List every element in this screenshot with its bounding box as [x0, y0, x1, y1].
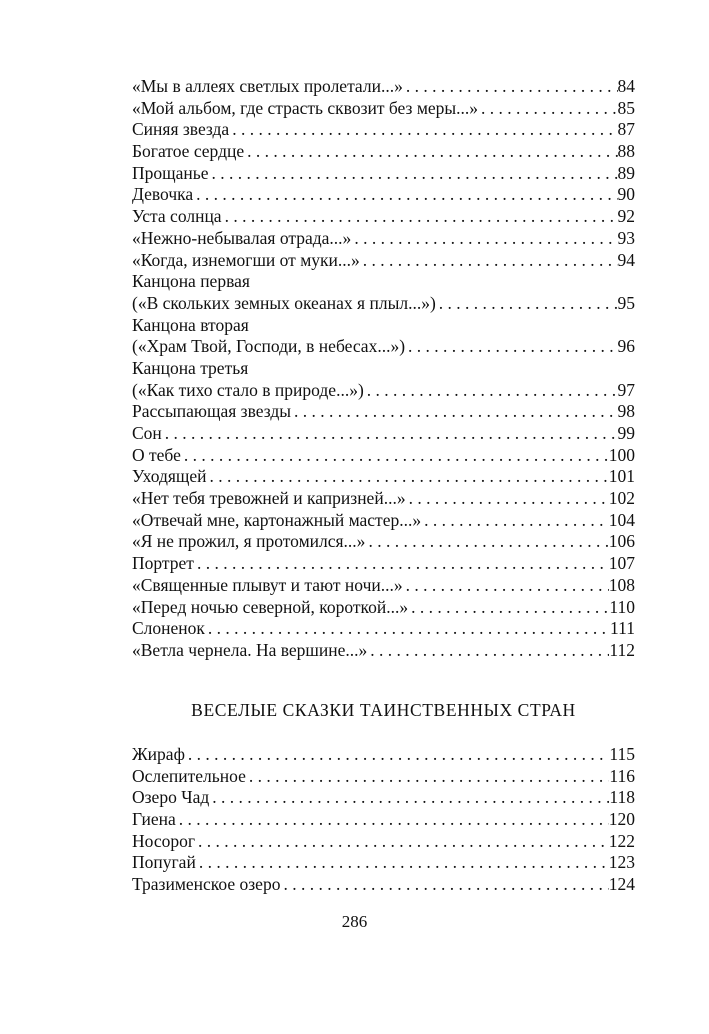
dot-leader: [209, 163, 618, 185]
toc-entry: [132, 809, 635, 831]
toc-entry-page: 106: [608, 531, 635, 552]
toc-entry-page: 97: [617, 379, 635, 400]
toc-entry: [132, 401, 635, 423]
toc-entry-page: 110: [609, 596, 635, 617]
toc-entry: [132, 119, 635, 141]
dot-leader: [196, 852, 609, 874]
toc-entry-page: 107: [608, 553, 635, 574]
toc-entry-title: «Я не прожил, я протомился...»: [132, 531, 366, 552]
dot-leader: [185, 744, 609, 766]
toc-entry-page: 116: [609, 765, 635, 786]
dot-leader: [408, 597, 609, 619]
toc-entry-page: 118: [609, 787, 635, 808]
toc-entry-page: 101: [608, 466, 635, 487]
toc-entry: [132, 831, 635, 853]
toc-entry-title: Жираф: [132, 744, 185, 764]
toc-entry-title: Озеро Чад: [132, 787, 210, 808]
toc-entry: [132, 76, 635, 98]
toc-entry: [132, 380, 635, 402]
toc-entry: [132, 250, 635, 272]
toc-entry: [132, 852, 635, 874]
toc-entry-title: Канцона третья: [132, 357, 249, 378]
toc-entry: [132, 141, 635, 163]
dot-leader: [222, 206, 618, 228]
toc-entry-title: («Как тихо стало в природе...»): [132, 379, 364, 400]
toc-entry-title: «Перед ночью северной, короткой...»: [132, 596, 409, 617]
toc-entry: [132, 787, 635, 809]
dot-leader: [280, 874, 608, 896]
toc-entry-title: «Когда, изнемогши от муки...»: [132, 249, 360, 270]
toc-entry-page: 98: [617, 401, 635, 422]
dot-leader: [406, 488, 609, 510]
toc-entry-page: 102: [608, 488, 635, 509]
dot-leader: [193, 184, 617, 206]
dot-leader: [246, 766, 610, 788]
toc-entry-page: 90: [617, 184, 635, 205]
toc-entry-page: 92: [617, 206, 635, 227]
toc-entry-title: Синяя звезда: [132, 119, 230, 140]
toc-entry-title: «Нет тебя тревожней и капризней...»: [132, 488, 406, 509]
dot-leader: [403, 575, 609, 597]
dot-leader: [405, 336, 617, 358]
toc-entry-page: 112: [609, 639, 635, 660]
toc-entry-title: Гиена: [132, 809, 176, 830]
toc-entry-title: Девочка: [132, 184, 194, 205]
toc-entry-title: «Отвечай мне, картонажный мастер...»: [132, 509, 422, 530]
toc-entry-title: Ослепительное: [132, 765, 246, 786]
toc-list-part1: [132, 76, 635, 662]
dot-leader: [421, 510, 609, 532]
toc-entry-title: О тебе: [132, 444, 181, 465]
toc-entry-page: 93: [617, 227, 635, 248]
toc-entry: [132, 293, 635, 315]
toc-entry: [132, 640, 635, 662]
toc-entry-title: («Храм Твой, Господи, в небесах...»): [132, 336, 406, 357]
toc-entry-page: 89: [617, 162, 635, 183]
toc-entry: [132, 531, 635, 553]
dot-leader: [291, 401, 618, 423]
dot-leader: [205, 618, 610, 640]
toc-entry-title: Носорог: [132, 830, 196, 851]
dot-leader: [162, 423, 618, 445]
dot-leader: [194, 553, 609, 575]
toc-entry-page: 96: [617, 336, 635, 357]
toc-entry-title: («В скольких земных океанах я плыл...»): [132, 292, 436, 313]
toc-entry-page: 95: [617, 292, 635, 313]
toc-entry: [132, 488, 635, 510]
toc-entry: [132, 98, 635, 120]
toc-entry-page: 100: [608, 444, 635, 465]
toc-entry-page: 104: [608, 509, 635, 530]
toc-entry-page: 108: [608, 574, 635, 595]
toc-entry: [132, 510, 635, 532]
dot-leader: [229, 119, 617, 141]
toc-entry-page: 124: [608, 874, 635, 895]
toc-entry: [132, 206, 635, 228]
toc-entry: [132, 618, 635, 640]
toc-entry-title: Слоненок: [132, 618, 205, 639]
toc-entry-title: Канцона первая: [132, 271, 250, 292]
toc-entry: [132, 553, 635, 575]
dot-leader: [367, 640, 609, 662]
dot-leader: [403, 76, 618, 98]
toc-entry: [132, 163, 635, 185]
toc-entry-page: 85: [617, 97, 635, 118]
dot-leader: [207, 466, 609, 488]
toc-entry-title: Попугай: [132, 852, 196, 873]
toc-entry-title: «Священные плывут и тают ночи...»: [132, 574, 403, 595]
toc-entry-title: «Мы в аллеях светлых пролетали...»: [132, 76, 403, 96]
dot-leader: [176, 809, 609, 831]
toc-entry-title: Тразименское озеро: [132, 874, 281, 895]
dot-leader: [195, 831, 609, 853]
toc-entry: [132, 575, 635, 597]
dot-leader: [360, 250, 618, 272]
toc-entry-title: Сон: [132, 423, 162, 443]
dot-leader: [244, 141, 617, 163]
toc-entry-page: 115: [609, 744, 635, 764]
dot-leader: [436, 293, 618, 315]
toc-entry: [132, 336, 635, 358]
toc-entry-page: 88: [617, 141, 635, 162]
toc-entry-page: 99: [617, 423, 635, 443]
toc-entry: [132, 315, 635, 337]
page-number: 286: [341, 912, 368, 931]
toc-entry: [132, 423, 635, 445]
toc-entry: [132, 874, 635, 896]
toc-entry: [132, 466, 635, 488]
toc-entry-page: 84: [617, 76, 635, 96]
toc-entry-page: 111: [610, 618, 635, 639]
toc-entry-title: Уходящей: [132, 466, 207, 487]
dot-leader: [365, 531, 608, 553]
dot-leader: [351, 228, 617, 250]
toc-entry-title: Богатое сердце: [132, 141, 245, 162]
dot-leader: [209, 787, 609, 809]
toc-entry-title: «Нежно-небывалая отрада...»: [132, 227, 352, 248]
toc-entry: [132, 271, 635, 293]
dot-leader: [181, 445, 609, 467]
toc-entry-page: 122: [608, 830, 635, 851]
toc-entry: [132, 184, 635, 206]
toc-entry-title: Уста солнца: [132, 206, 222, 227]
toc-entry-title: Рассыпающая звезды: [132, 401, 291, 422]
toc-entry: [132, 766, 635, 788]
toc-entry-title: Канцона вторая: [132, 314, 249, 335]
section-heading: ВЕСЕЛЫЕ СКАЗКИ ТАИНСТВЕННЫХ СТРАН: [191, 700, 576, 720]
toc-list-part2: [132, 744, 635, 896]
toc-entry: [132, 744, 635, 766]
toc-entry-page: 94: [617, 249, 635, 270]
toc-entry: [132, 358, 635, 380]
dot-leader: [364, 380, 618, 402]
toc-entry-title: Портрет: [132, 553, 194, 574]
toc-entry: [132, 445, 635, 467]
toc-entry: [132, 228, 635, 250]
toc-entry-title: «Мой альбом, где страсть сквозит без меры...»: [132, 97, 479, 118]
toc-entry-title: «Ветла чернела. На вершине...»: [132, 639, 368, 660]
toc-entry-title: Прощанье: [132, 162, 209, 183]
toc-entry: [132, 597, 635, 619]
dot-leader: [478, 98, 617, 120]
toc-entry-page: 123: [608, 852, 635, 873]
toc-entry-page: 120: [608, 809, 635, 830]
toc-entry-page: 87: [617, 119, 635, 140]
